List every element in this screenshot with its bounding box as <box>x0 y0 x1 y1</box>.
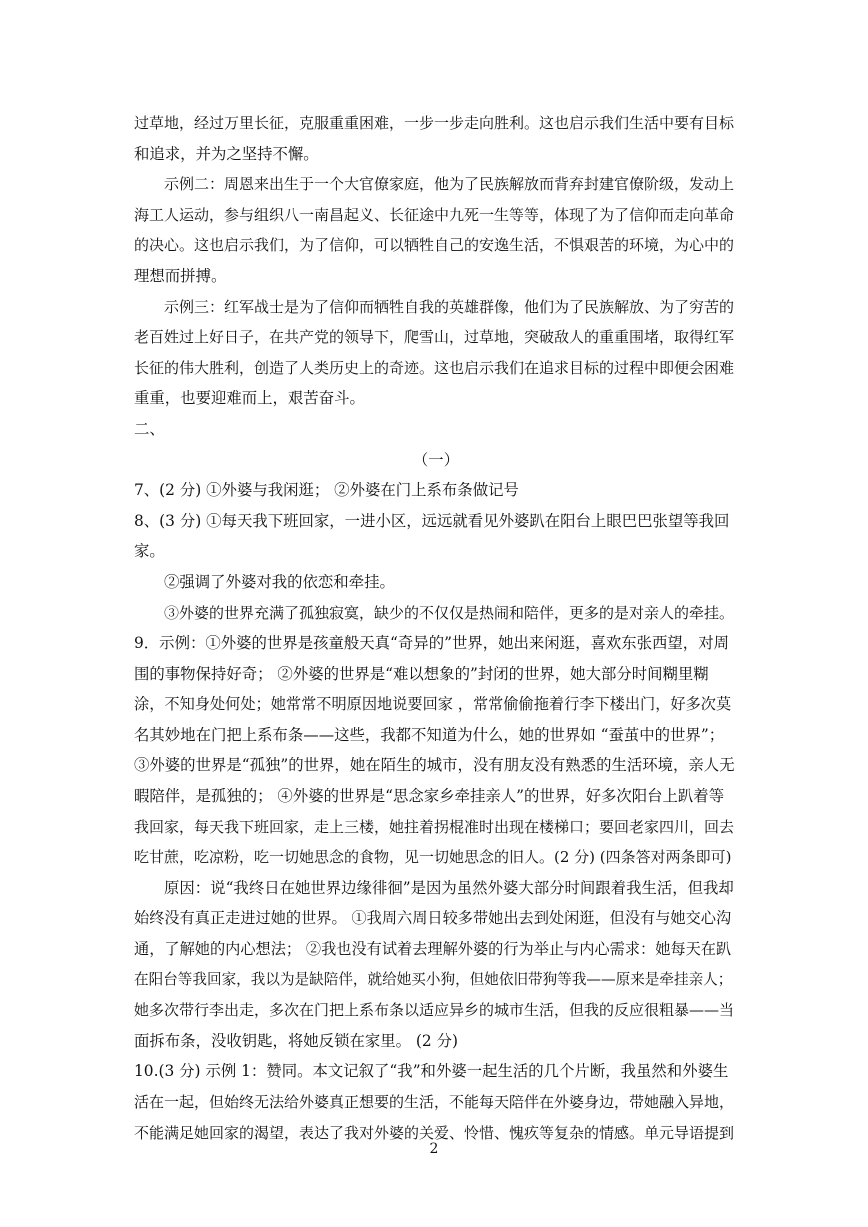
text-line: 示例二：周恩来出生于一个大官僚家庭，他为了民族解放而背弃封建官僚阶级，发动上 <box>164 175 735 194</box>
text-line: 重重，也要迎难而上，艰苦奋斗。 <box>134 389 365 408</box>
text-line: 我回家，每天我下班回家，走上三楼，她拄着拐棍准时出现在楼梯口；要回老家四川，回去 <box>134 817 735 836</box>
text-line: 9．示例：①外婆的世界是孩童般天真“奇异的”世界，她出来闲逛，喜欢东张西望，对周 <box>134 634 729 653</box>
text-line: 面拆布条，没收钥匙，将她反锁在家里。 (2 分) <box>134 1031 459 1050</box>
text-line: 家。 <box>134 542 165 561</box>
text-line: 暇陪伴，是孤独的； ④外婆的世界是“思念家乡牵挂亲人”的世界，好多次阳台上趴着等 <box>134 787 725 806</box>
text-line: 示例三：红军战士是为了信仰而牺牲自我的英雄群像，他们为了民族解放、为了穷苦的 <box>164 297 735 316</box>
document-body <box>134 108 738 1148</box>
text-line: ②强调了外婆对我的依恋和牵挂。 <box>164 572 395 591</box>
text-line: ③外婆的世界是“孤独”的世界，她在陌生的城市，没有朋友没有熟悉的生活环境，亲人无 <box>134 756 735 775</box>
text-line: 的决心。这也启示我们，为了信仰，可以牺牲自己的安逸生活，不惧艰苦的环境，为心中的 <box>134 236 735 255</box>
text-line: 老百姓过上好日子，在共产党的领导下，爬雪山，过草地，突破敌人的重重围堵，取得红军 <box>134 328 735 347</box>
text-line: 过草地，经过万里长征，克服重重困难，一步一步走向胜利。这也启示我们生活中要有目标 <box>134 114 735 132</box>
text-line: （一） <box>412 450 460 469</box>
text-line: 不能满足她回家的渴望，表达了我对外婆的关爱、怜惜、愧疚等复杂的情感。单元导语提到 <box>134 1123 735 1142</box>
page-number: 2 <box>429 1141 439 1157</box>
text-line: 通，了解她的内心想法； ②我也没有试着去理解外婆的行为举止与内心需求：她每天在趴 <box>134 940 732 959</box>
text-line: 原因：说“我终日在她世界边缘徘徊”是因为虽然外婆大部分时间跟着我生活，但我却 <box>164 878 734 897</box>
text-line: 在阳台等我回家，我以为是缺陪伴，就给她买小狗，但她依旧带狗等我——原来是牵挂亲人； <box>134 970 733 988</box>
text-line: 长征的伟大胜利，创造了人类历史上的奇迹。这也启示我们在追求目标的过程中即便会困难 <box>134 358 735 377</box>
text-line: 理想而拼搏。 <box>134 266 227 285</box>
text-line: 她多次带行李出走，多次在门把上系布条以适应异乡的城市生活，但我的反应很粗暴——当 <box>134 1001 735 1020</box>
text-line: 涂，不知身处何处；她常常不明原因地说要回家 ，常常偷偷拖着行李下楼出门，好多次莫 <box>134 695 732 714</box>
text-line: 二、 <box>134 419 165 438</box>
text-line: ③外婆的世界充满了孤独寂寞，缺少的不仅仅是热闹和陪伴，更多的是对亲人的牵挂。 <box>164 603 735 622</box>
text-line: 吃甘蔗，吃凉粉，吃一切她思念的食物，见一切她思念的旧人。(2 分) (四条答对两条即可) <box>134 848 732 867</box>
text-line: 围的事物保持好奇； ②外婆的世界是“难以想象的”封闭的世界，她大部分时间糊里糊 <box>134 664 709 683</box>
text-line: 和追求，并为之坚持不懈。 <box>134 144 319 163</box>
text-line: 名其妙地在门把上系布条——这些，我都不知道为什么，她的世界如 “蚕茧中的世界”； <box>134 725 725 744</box>
text-line: 海工人运动，参与组织八一南昌起义、长征途中九死一生等等，体现了为了信仰而走向革命 <box>134 205 735 224</box>
text-line: 8、(3 分) ①每天我下班回家，一进小区，远远就看见外婆趴在阳台上眼巴巴张望等我回 <box>134 511 730 530</box>
text-line: 10.(3 分) 示例 1：赞同。本文记叙了“我”和外婆一起生活的几个片断，我虽然和外婆生 <box>134 1062 729 1081</box>
text-line: 7、(2 分) ①外婆与我闲逛； ②外婆在门上系布条做记号 <box>134 481 519 500</box>
text-line: 活在一起，但始终无法给外婆真正想要的生活，不能每天陪伴在外婆身边，带她融入异地， <box>134 1093 735 1111</box>
text-line: 始终没有真正走进过她的世界。 ①我周六周日较多带她出去到处闲逛，但没有与她交心沟 <box>134 909 732 928</box>
